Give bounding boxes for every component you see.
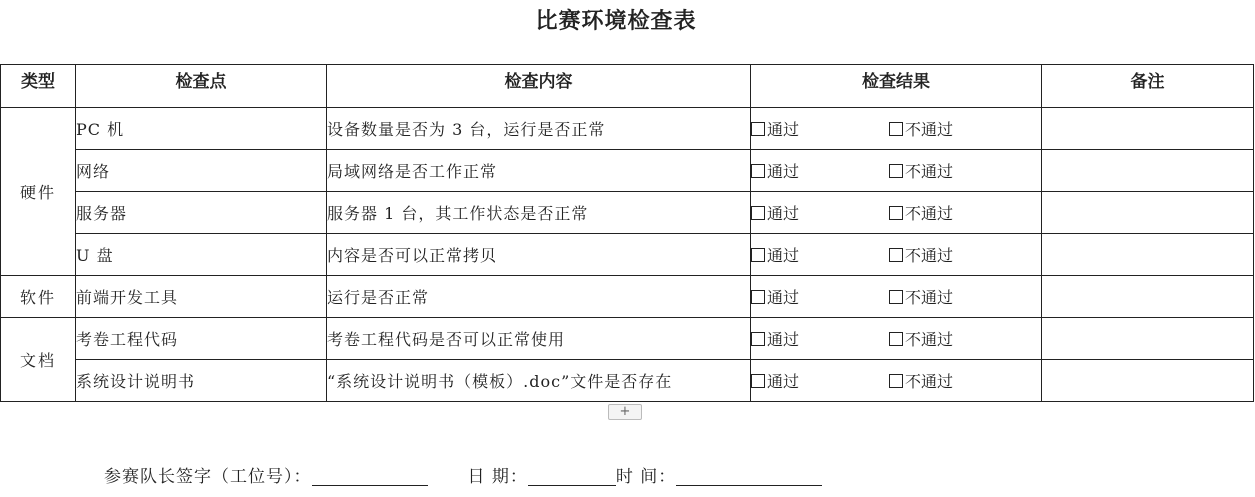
pass-label: 通过 [767, 162, 800, 181]
check-result-cell [751, 108, 1042, 150]
pass-option[interactable] [751, 369, 889, 392]
fail-label: 不通过 [905, 120, 954, 139]
pass-checkbox[interactable] [751, 206, 765, 220]
time-field[interactable] [676, 467, 822, 486]
check-point-cell: 前端开发工具 [76, 276, 327, 318]
header-type: 类型 [1, 65, 76, 108]
check-result-cell [751, 234, 1042, 276]
fail-label: 不通过 [905, 162, 954, 181]
check-content-cell: 运行是否正常 [327, 276, 751, 318]
table-row [1, 108, 1254, 150]
check-content-cell: 考卷工程代码是否可以正常使用 [327, 318, 751, 360]
time-label: 时 间： [615, 467, 677, 487]
type-cell: 文档 [1, 318, 76, 402]
remark-cell[interactable] [1042, 276, 1254, 318]
pass-option[interactable] [751, 243, 889, 266]
remark-cell[interactable] [1042, 108, 1254, 150]
pass-option[interactable] [751, 159, 889, 182]
check-result-cell [751, 150, 1042, 192]
fail-checkbox[interactable] [889, 164, 903, 178]
check-result-cell [751, 192, 1042, 234]
table-row [1, 150, 1254, 192]
table-header-row [1, 65, 1254, 108]
signature-footer [104, 462, 822, 487]
fail-option[interactable] [889, 117, 953, 140]
pass-option[interactable] [751, 285, 889, 308]
header-check-content: 检查内容 [327, 65, 751, 108]
fail-option[interactable] [889, 201, 953, 224]
pass-option[interactable] [751, 327, 889, 350]
table-row [1, 234, 1254, 276]
header-remark: 备注 [1042, 65, 1254, 108]
pass-label: 通过 [767, 288, 800, 307]
table-row [1, 276, 1254, 318]
pass-label: 通过 [767, 372, 800, 391]
check-point-cell: PC 机 [76, 108, 327, 150]
check-point-cell: 服务器 [76, 192, 327, 234]
fail-label: 不通过 [905, 288, 954, 307]
pass-checkbox[interactable] [751, 332, 765, 346]
type-cell: 硬件 [1, 108, 76, 276]
pass-checkbox[interactable] [751, 248, 765, 262]
add-row-button[interactable]: + [608, 404, 642, 420]
fail-checkbox[interactable] [889, 122, 903, 136]
captain-signature-label: 参赛队长签字（工位号）： [104, 467, 312, 487]
check-point-cell: U 盘 [76, 234, 327, 276]
check-content-cell: “系统设计说明书（模板）.doc”文件是否存在 [327, 360, 751, 402]
fail-checkbox[interactable] [889, 248, 903, 262]
pass-label: 通过 [767, 120, 800, 139]
check-content-cell: 服务器 1 台，其工作状态是否正常 [327, 192, 751, 234]
fail-label: 不通过 [905, 330, 954, 349]
table-row [1, 318, 1254, 360]
table-row [1, 360, 1254, 402]
check-point-cell: 网络 [76, 150, 327, 192]
remark-cell[interactable] [1042, 318, 1254, 360]
pass-checkbox[interactable] [751, 374, 765, 388]
remark-cell[interactable] [1042, 150, 1254, 192]
date-label: 日 期： [467, 467, 528, 487]
pass-label: 通过 [767, 330, 800, 349]
check-point-cell: 考卷工程代码 [76, 318, 327, 360]
fail-checkbox[interactable] [889, 290, 903, 304]
remark-cell[interactable] [1042, 360, 1254, 402]
fail-label: 不通过 [905, 204, 954, 223]
check-content-cell: 局域网络是否工作正常 [327, 150, 751, 192]
fail-label: 不通过 [905, 372, 954, 391]
page-title: 比赛环境检查表 [535, 9, 697, 34]
pass-checkbox[interactable] [751, 122, 765, 136]
remark-cell[interactable] [1042, 234, 1254, 276]
fail-option[interactable] [889, 285, 953, 308]
pass-option[interactable] [751, 117, 889, 140]
fail-checkbox[interactable] [889, 332, 903, 346]
check-content-cell: 设备数量是否为 3 台，运行是否正常 [327, 108, 751, 150]
inspection-table [0, 64, 1254, 402]
check-content-cell: 内容是否可以正常拷贝 [327, 234, 751, 276]
check-result-cell [751, 360, 1042, 402]
fail-label: 不通过 [905, 246, 954, 265]
pass-checkbox[interactable] [751, 164, 765, 178]
pass-checkbox[interactable] [751, 290, 765, 304]
fail-option[interactable] [889, 243, 953, 266]
fail-option[interactable] [889, 369, 953, 392]
check-point-cell: 系统设计说明书 [76, 360, 327, 402]
fail-option[interactable] [889, 327, 953, 350]
check-result-cell [751, 318, 1042, 360]
date-field[interactable] [528, 467, 616, 486]
fail-checkbox[interactable] [889, 374, 903, 388]
pass-label: 通过 [767, 204, 800, 223]
type-cell: 软件 [1, 276, 76, 318]
pass-label: 通过 [767, 246, 800, 265]
check-result-cell [751, 276, 1042, 318]
fail-option[interactable] [889, 159, 953, 182]
pass-option[interactable] [751, 201, 889, 224]
fail-checkbox[interactable] [889, 206, 903, 220]
captain-signature-field[interactable] [312, 467, 428, 486]
header-check-result: 检查结果 [751, 65, 1042, 108]
remark-cell[interactable] [1042, 192, 1254, 234]
header-check-point: 检查点 [76, 65, 327, 108]
table-row [1, 192, 1254, 234]
